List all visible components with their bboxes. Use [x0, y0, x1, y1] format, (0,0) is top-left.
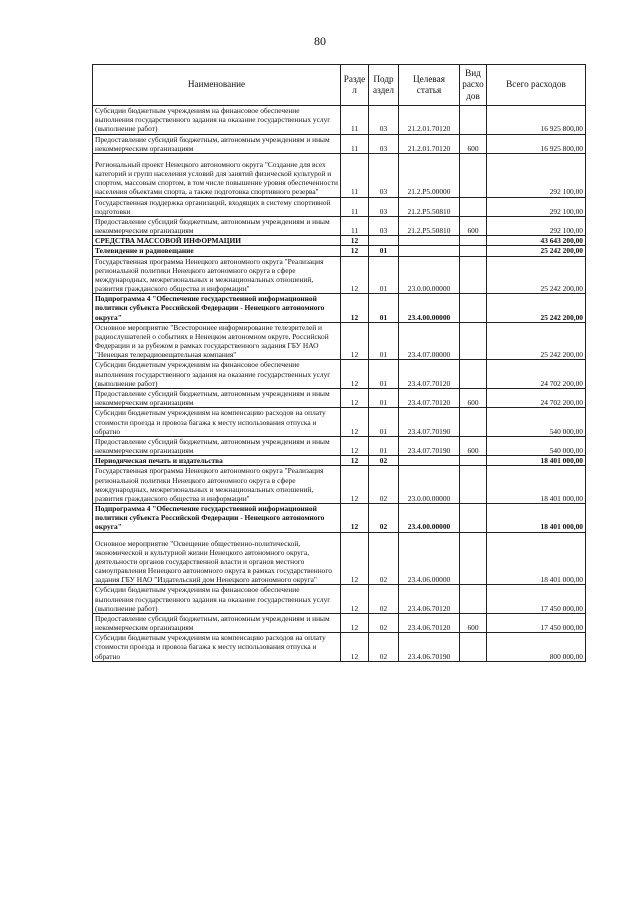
- row-name: Субсидии бюджетным учреждениям на финансовое обеспечение выполнения государственного задания на оказание государственных услуг (выполнение работ): [93, 585, 341, 614]
- row-subsection: 02: [369, 504, 399, 533]
- row-target: 23.4.06.70120: [399, 585, 460, 614]
- table-row: [93, 216, 586, 235]
- table-row: [93, 256, 586, 294]
- row-expense-type: [460, 456, 487, 466]
- row-name: Основное мероприятие "Освещение общественно-политической, экономической и культурной жизни Ненецкого автономного округа, деятельности органов государственной власти и органов местного самоуправления Ненецкого автономного округа в рамках государственного задания ГБУ НАО "Издательский дом Ненецкого автономного округа": [93, 532, 341, 585]
- row-expense-type: [460, 360, 487, 389]
- row-name: Государственная программа Ненецкого автономного округа "Реализация региональной политики Ненецкого автономного округа в сфере международных, межрегиональных и межнациональных отношений, развития гражданского общества и информации": [93, 256, 341, 294]
- row-target: 23.4.00.00000: [399, 294, 460, 323]
- table-row: [93, 456, 586, 466]
- row-target: 23.4.07.70120: [399, 388, 460, 407]
- row-expense-type: [460, 504, 487, 533]
- row-name: Государственная программа Ненецкого автономного округа "Реализация региональной политики Ненецкого автономного округа в сфере международных, межрегиональных и межнациональных отношений, развития гражданского общества и информации": [93, 466, 341, 504]
- row-expense-type: [460, 106, 487, 135]
- row-section: 12: [341, 613, 369, 632]
- row-subsection: [369, 236, 399, 246]
- table-row: [93, 360, 586, 389]
- row-total: 17 450 000,00: [487, 585, 586, 614]
- row-expense-type: [460, 633, 487, 662]
- row-name: Телевидение и радиовещание: [93, 246, 341, 256]
- header-target: Целевая статья: [399, 65, 460, 106]
- budget-table: [92, 64, 586, 662]
- row-expense-type: [460, 153, 487, 197]
- row-target: [399, 246, 460, 256]
- row-name: Предоставление субсидий бюджетным, автономным учреждениям и иным некоммерческим организациям: [93, 134, 341, 153]
- row-subsection: 03: [369, 134, 399, 153]
- row-subsection: 03: [369, 106, 399, 135]
- row-expense-type: 600: [460, 613, 487, 632]
- row-section: 12: [341, 256, 369, 294]
- header-section: Разде л: [341, 65, 369, 106]
- row-subsection: 01: [369, 408, 399, 437]
- row-total: 292 100,00: [487, 216, 586, 235]
- row-target: 23.4.00.00000: [399, 504, 460, 533]
- row-name: Государственная поддержка организаций, входящих в систему спортивной подготовки: [93, 197, 341, 216]
- row-target: 23.4.06.00000: [399, 532, 460, 585]
- row-section: 12: [341, 585, 369, 614]
- row-name: Предоставление субсидий бюджетным, автономным учреждениям и иным некоммерческим организациям: [93, 388, 341, 407]
- row-total: 25 242 200,00: [487, 256, 586, 294]
- table-row: [93, 408, 586, 437]
- row-expense-type: 600: [460, 134, 487, 153]
- row-section: 12: [341, 236, 369, 246]
- table-row: [93, 388, 586, 407]
- row-target: 21.2.01.70120: [399, 134, 460, 153]
- row-subsection: 01: [369, 436, 399, 455]
- row-expense-type: [460, 294, 487, 323]
- row-expense-type: [460, 466, 487, 504]
- table-row: [93, 436, 586, 455]
- table-row: [93, 236, 586, 246]
- row-name: СРЕДСТВА МАССОВОЙ ИНФОРМАЦИИ: [93, 236, 341, 246]
- row-section: 12: [341, 322, 369, 360]
- row-name: Подпрограмма 4 "Обеспечение государственной информационной политики субъекта Российской Федерации - Ненецкого автономного округа": [93, 294, 341, 323]
- row-target: 23.4.06.70190: [399, 633, 460, 662]
- row-target: 23.0.00.00000: [399, 466, 460, 504]
- header-total: Всего расходов: [487, 65, 586, 106]
- row-total: 18 401 000,00: [487, 532, 586, 585]
- row-total: 25 242 200,00: [487, 322, 586, 360]
- row-total: 17 450 000,00: [487, 613, 586, 632]
- row-name: Субсидии бюджетным учреждениям на компенсацию расходов на оплату стоимости проезда и провоза багажа к месту использования отпуска и обратно: [93, 633, 341, 662]
- row-expense-type: [460, 408, 487, 437]
- row-target: 21.2.P5.50810: [399, 216, 460, 235]
- table-row: [93, 633, 586, 662]
- row-section: 12: [341, 388, 369, 407]
- table-row: [93, 197, 586, 216]
- row-expense-type: [460, 246, 487, 256]
- row-subsection: 03: [369, 216, 399, 235]
- row-subsection: 03: [369, 153, 399, 197]
- row-expense-type: [460, 236, 487, 246]
- row-total: 18 401 000,00: [487, 466, 586, 504]
- row-target: 23.4.07.70190: [399, 436, 460, 455]
- table-row: [93, 504, 586, 533]
- row-section: 12: [341, 504, 369, 533]
- row-name: Подпрограмма 4 "Обеспечение государственной информационной политики субъекта Российской Федерации - Ненецкого автономного округа": [93, 504, 341, 533]
- table-body: [93, 106, 586, 662]
- row-name: Региональный проект Ненецкого автономного округа "Создание для всех категорий и групп населения условий для занятий физической культурой и спортом, массовым спортом, в том числе повышение уровня обеспеченности населения объектами спорта, а также подготовка спортивного резерва": [93, 153, 341, 197]
- row-name: Предоставление субсидий бюджетным, автономным учреждениям и иным некоммерческим организациям: [93, 436, 341, 455]
- row-total: 24 702 200,00: [487, 388, 586, 407]
- table-row: [93, 613, 586, 632]
- row-total: 18 401 000,00: [487, 456, 586, 466]
- row-expense-type: 600: [460, 436, 487, 455]
- row-subsection: 01: [369, 388, 399, 407]
- table-row: [93, 532, 586, 585]
- row-subsection: 01: [369, 360, 399, 389]
- table-header-row: [93, 65, 586, 106]
- row-total: 24 702 200,00: [487, 360, 586, 389]
- table-row: [93, 585, 586, 614]
- row-section: 12: [341, 456, 369, 466]
- row-target: 23.0.00.00000: [399, 256, 460, 294]
- row-total: 540 000,00: [487, 408, 586, 437]
- row-target: 21.2.01.70120: [399, 106, 460, 135]
- row-subsection: 02: [369, 466, 399, 504]
- page-number: 80: [314, 34, 326, 48]
- row-expense-type: [460, 322, 487, 360]
- row-section: 12: [341, 294, 369, 323]
- row-subsection: 02: [369, 633, 399, 662]
- row-subsection: 01: [369, 294, 399, 323]
- row-total: 16 925 800,00: [487, 134, 586, 153]
- row-total: 292 100,00: [487, 153, 586, 197]
- row-section: 12: [341, 246, 369, 256]
- table-row: [93, 106, 586, 135]
- row-name: Предоставление субсидий бюджетным, автономным учреждениям и иным некоммерческим организациям: [93, 216, 341, 235]
- row-section: 11: [341, 197, 369, 216]
- row-subsection: 01: [369, 256, 399, 294]
- row-section: 11: [341, 106, 369, 135]
- row-total: 16 925 800,00: [487, 106, 586, 135]
- row-name: Предоставление субсидий бюджетным, автономным учреждениям и иным некоммерческим организациям: [93, 613, 341, 632]
- row-target: 21.2.P5.00000: [399, 153, 460, 197]
- row-section: 12: [341, 408, 369, 437]
- row-section: 11: [341, 134, 369, 153]
- row-total: 18 401 000,00: [487, 504, 586, 533]
- row-total: 800 000,00: [487, 633, 586, 662]
- row-subsection: 02: [369, 456, 399, 466]
- row-target: 23.4.07.70190: [399, 408, 460, 437]
- row-total: 25 242 200,00: [487, 294, 586, 323]
- row-total: 540 000,00: [487, 436, 586, 455]
- table-row: [93, 134, 586, 153]
- row-name: Периодическая печать и издательства: [93, 456, 341, 466]
- row-section: 12: [341, 360, 369, 389]
- row-total: 43 643 200,00: [487, 236, 586, 246]
- row-section: 12: [341, 532, 369, 585]
- row-expense-type: 600: [460, 216, 487, 235]
- row-subsection: 03: [369, 197, 399, 216]
- table-row: [93, 294, 586, 323]
- row-total: 292 100,00: [487, 197, 586, 216]
- row-name: Субсидии бюджетным учреждениям на компенсацию расходов на оплату стоимости проезда и провоза багажа к месту использования отпуска и обратно: [93, 408, 341, 437]
- row-target: [399, 456, 460, 466]
- row-section: 11: [341, 153, 369, 197]
- row-total: 25 242 200,00: [487, 246, 586, 256]
- header-subsection: Подр аздел: [369, 65, 399, 106]
- header-expense-type: Вид расхо дов: [460, 65, 487, 106]
- row-expense-type: [460, 585, 487, 614]
- row-subsection: 02: [369, 585, 399, 614]
- row-target: 23.4.06.70120: [399, 613, 460, 632]
- table-row: [93, 322, 586, 360]
- row-subsection: 02: [369, 532, 399, 585]
- row-target: [399, 236, 460, 246]
- table-row: [93, 153, 586, 197]
- row-subsection: 01: [369, 322, 399, 360]
- table-row: [93, 466, 586, 504]
- table-row: [93, 246, 586, 256]
- row-subsection: 02: [369, 613, 399, 632]
- row-name: Основное мероприятие "Всестороннее информирование телезрителей и радиослушателей о событиях в Ненецком автономном округе, Российской Федерации и за рубежом в рамках государственного задания ГБУ НАО "Ненецкая телерадиовещательная компания": [93, 322, 341, 360]
- row-expense-type: [460, 532, 487, 585]
- row-section: 11: [341, 216, 369, 235]
- row-expense-type: [460, 197, 487, 216]
- header-name: Наименование: [93, 65, 341, 106]
- row-expense-type: [460, 256, 487, 294]
- row-name: Субсидии бюджетным учреждениям на финансовое обеспечение выполнения государственного задания на оказание государственных услуг (выполнение работ): [93, 106, 341, 135]
- row-section: 12: [341, 436, 369, 455]
- row-name: Субсидии бюджетным учреждениям на финансовое обеспечение выполнения государственного задания на оказание государственных услуг (выполнение работ): [93, 360, 341, 389]
- row-target: 23.4.07.00000: [399, 322, 460, 360]
- row-subsection: 01: [369, 246, 399, 256]
- row-section: 12: [341, 633, 369, 662]
- row-target: 23.4.07.70120: [399, 360, 460, 389]
- row-section: 12: [341, 466, 369, 504]
- row-target: 21.2.P5.50810: [399, 197, 460, 216]
- row-expense-type: 600: [460, 388, 487, 407]
